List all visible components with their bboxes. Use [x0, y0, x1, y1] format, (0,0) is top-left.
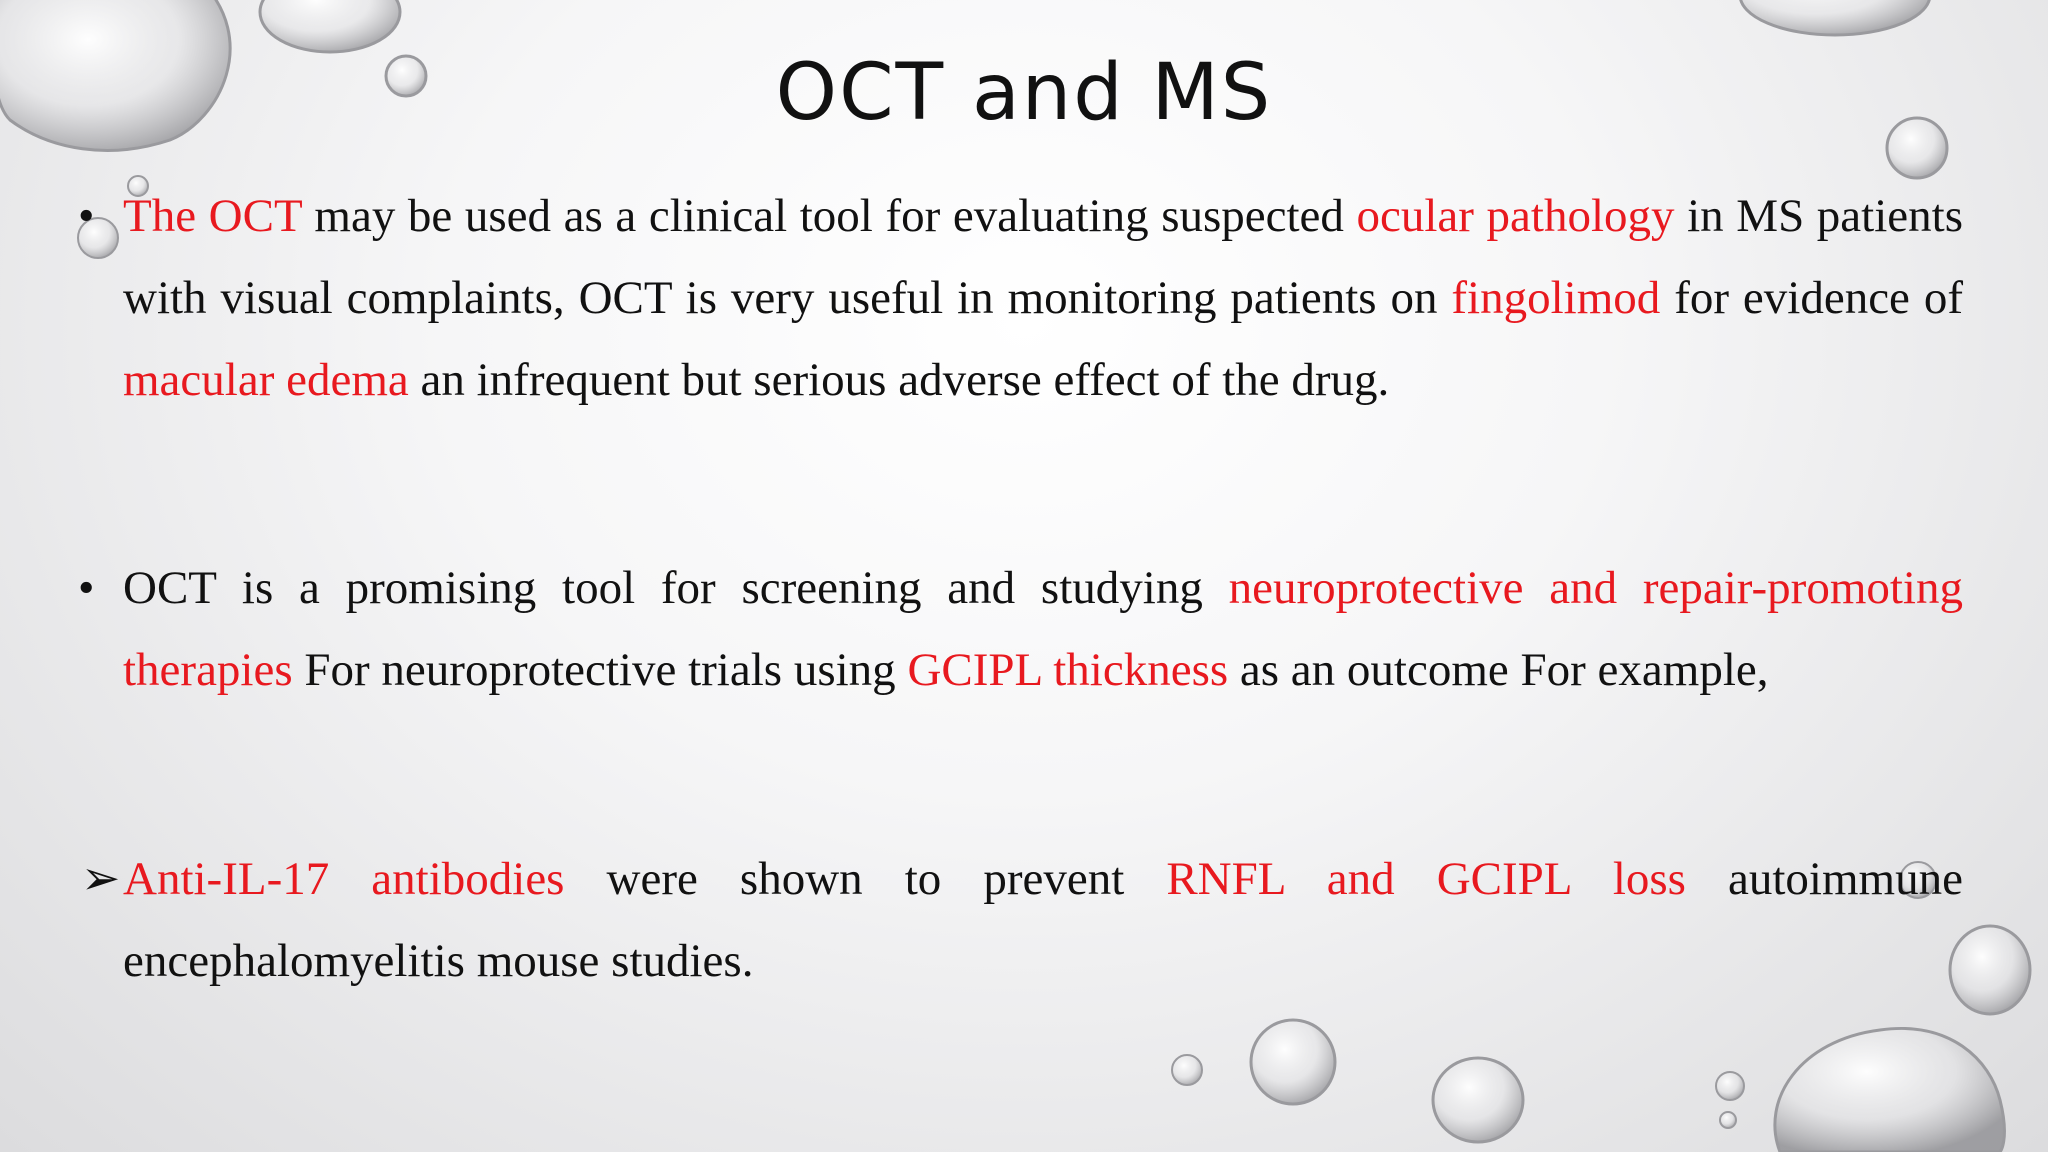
droplet-bottom-right-large — [1775, 1028, 2005, 1152]
droplet-bottom-right-small — [1716, 1072, 1744, 1100]
bullet-1-text-highlight: macular edema — [123, 354, 409, 406]
bullet-1-text: an infrequent but serious adverse effect of the drug. — [408, 354, 1390, 406]
bullet-2 — [78, 547, 1963, 711]
bullet-1-text-highlight: fingolimod — [1451, 272, 1661, 324]
droplet-bottom-center-large — [1251, 1020, 1335, 1104]
bullet-1-text: in MS patients with visual complaints, OCT is very useful in monitoring patients on — [123, 190, 1963, 324]
bullet-2-text-highlight: GCIPL thickness — [907, 644, 1229, 696]
bullet-2-text-highlight: neuroprotective and repair-promoting therapies — [123, 562, 1963, 696]
arrow-bullet-icon: ➢ — [81, 853, 121, 905]
bullet-1-text: for evidence of — [1660, 272, 1963, 324]
bullet-3-text: autoimmune encephalomyelitis mouse studies. — [123, 853, 1963, 987]
droplet-bottom-center-small — [1172, 1055, 1202, 1085]
bullet-1 — [78, 175, 1963, 421]
bullet-marker: • — [78, 562, 95, 614]
bullet-1-text-highlight: ocular pathology — [1356, 190, 1675, 242]
bullet-marker: • — [78, 190, 95, 242]
droplet-bottom-right-tiny — [1720, 1112, 1736, 1128]
droplet-top-left-medium — [260, 0, 400, 52]
bullet-1-text: may be used as a clinical tool for evaluating suspected — [301, 190, 1357, 242]
bullet-2-text: OCT is a promising tool for screening and studying — [123, 562, 1229, 614]
droplet-bottom-center-right — [1433, 1058, 1523, 1142]
bullet-3-text-highlight: Anti-IL-17 antibodies — [123, 853, 565, 905]
bullet-1-text-highlight: The OCT — [123, 190, 302, 242]
droplet-top-right — [1740, 0, 1930, 35]
bullet-3-text: were shown to prevent — [564, 853, 1167, 905]
bullet-3 — [81, 838, 1963, 1002]
slide-title: OCT and MS — [775, 48, 1273, 138]
bullet-2-text: as an outcome For example, — [1228, 644, 1769, 696]
bullet-3-text-highlight: RNFL and GCIPL loss — [1166, 853, 1686, 905]
bullet-2-text: For neuroprotective trials using — [292, 644, 908, 696]
